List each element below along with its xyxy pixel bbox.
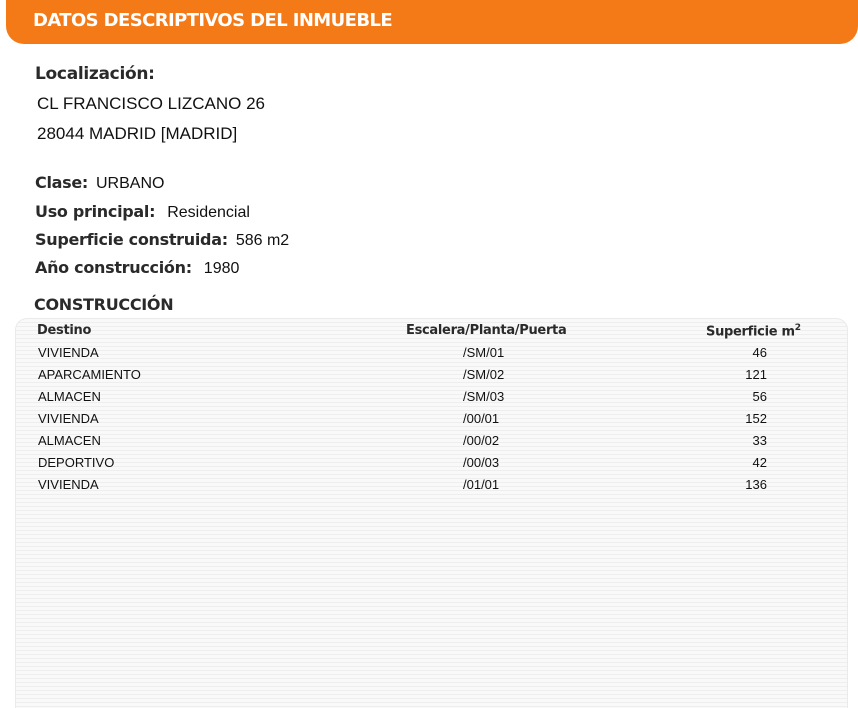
field-clase-label: Clase: xyxy=(35,173,88,192)
table-row xyxy=(0,455,858,477)
cell-superficie: 121 xyxy=(745,367,767,382)
field-superficie-construida xyxy=(35,230,289,250)
column-header-superficie-sup: 2 xyxy=(794,323,801,333)
section-header-title: DATOS DESCRIPTIVOS DEL INMUEBLE xyxy=(33,10,393,31)
column-header-escalera: Escalera/Planta/Puerta xyxy=(406,323,567,338)
cell-destino: ALMACEN xyxy=(38,433,101,448)
column-header-superficie xyxy=(706,323,801,339)
section-header xyxy=(6,0,858,44)
column-header-superficie-text: Superficie m xyxy=(706,324,795,340)
cell-escalera: /SM/02 xyxy=(463,367,505,382)
cell-superficie: 42 xyxy=(752,455,767,470)
cell-superficie: 152 xyxy=(745,411,767,426)
table-row xyxy=(0,411,858,433)
cell-superficie: 136 xyxy=(745,477,767,492)
field-superficie-value: 586 m2 xyxy=(235,232,290,249)
cell-escalera: /SM/01 xyxy=(463,345,505,360)
cell-escalera: /SM/03 xyxy=(463,389,505,404)
table-row xyxy=(0,477,858,499)
cell-destino: APARCAMIENTO xyxy=(38,367,141,382)
field-uso-value: Residencial xyxy=(167,204,250,221)
field-clase-value: URBANO xyxy=(96,175,165,192)
table-row xyxy=(0,345,858,367)
cell-escalera: /00/01 xyxy=(463,411,500,426)
field-anio-construccion xyxy=(35,258,239,278)
cell-escalera: /00/02 xyxy=(463,433,500,448)
field-anio-value: 1980 xyxy=(203,260,240,277)
table-row xyxy=(0,367,858,389)
table-row xyxy=(0,433,858,455)
cell-destino: VIVIENDA xyxy=(38,345,99,360)
cell-destino: VIVIENDA xyxy=(38,477,99,492)
cell-superficie: 56 xyxy=(752,389,767,404)
field-uso-label: Uso principal: xyxy=(35,202,156,221)
field-clase xyxy=(35,173,164,193)
cell-superficie: 33 xyxy=(752,433,767,448)
cell-escalera: /00/03 xyxy=(463,455,500,470)
field-superficie-label: Superficie construida: xyxy=(35,230,228,249)
table-row xyxy=(0,389,858,411)
cell-destino: VIVIENDA xyxy=(38,411,99,426)
field-anio-label: Año construcción: xyxy=(35,258,192,277)
construccion-title: CONSTRUCCIÓN xyxy=(34,295,174,314)
field-uso-principal xyxy=(35,202,250,222)
cell-superficie: 46 xyxy=(752,345,767,360)
cell-escalera: /01/01 xyxy=(463,477,500,492)
column-header-destino: Destino xyxy=(37,323,92,338)
cell-destino: ALMACEN xyxy=(38,389,101,404)
address-line-1: CL FRANCISCO LIZCANO 26 xyxy=(37,94,265,113)
cell-destino: DEPORTIVO xyxy=(38,455,115,470)
address-line-2: 28044 MADRID [MADRID] xyxy=(37,124,238,143)
localizacion-label: Localización: xyxy=(35,64,155,84)
